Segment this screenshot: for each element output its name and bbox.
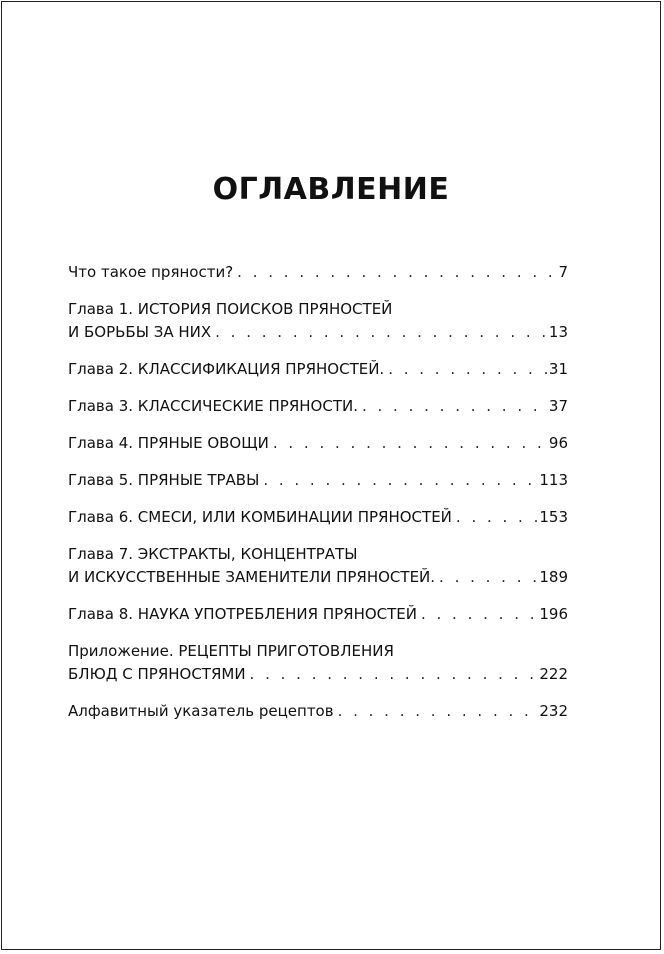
dot-leader	[250, 663, 538, 686]
toc-entry-text: Глава 6. СМЕСИ, ИЛИ КОМБИНАЦИИ ПРЯНОСТЕЙ	[68, 508, 452, 526]
dot-leader	[388, 358, 547, 381]
toc-page-number: 13	[548, 323, 568, 341]
toc-page-number: 189	[539, 568, 568, 586]
toc-page-number: 153	[539, 508, 568, 526]
toc-page-number: 7	[558, 263, 568, 281]
dot-leader	[421, 603, 537, 626]
toc-entry	[68, 603, 568, 626]
toc-entry-text: Глава 2. КЛАССИФИКАЦИЯ ПРЯНОСТЕЙ.	[68, 360, 385, 378]
dot-leader	[215, 321, 547, 344]
toc-entry-text: И ИСКУССТВЕННЫЕ ЗАМЕНИТЕЛИ ПРЯНОСТЕЙ.	[68, 568, 436, 586]
toc-entry	[68, 506, 568, 529]
dot-leader	[338, 700, 538, 723]
dot-leader	[456, 506, 537, 529]
table-of-contents	[68, 261, 568, 737]
toc-entry-text: Что такое пряности?	[68, 263, 234, 281]
toc-entry	[68, 640, 568, 686]
toc-entry	[68, 395, 568, 418]
toc-page-number: 96	[548, 434, 568, 452]
toc-entry-text: Глава 8. НАУКА УПОТРЕБЛЕНИЯ ПРЯНОСТЕЙ	[68, 605, 417, 623]
toc-entry-text: Алфавитный указатель рецептов	[68, 702, 334, 720]
page-title: ОГЛАВЛЕНИЕ	[212, 172, 450, 207]
toc-page-number: 113	[539, 471, 568, 489]
toc-entry-first-line: Глава 7. ЭКСТРАКТЫ, КОНЦЕНТРАТЫ	[68, 545, 358, 563]
toc-entry	[68, 432, 568, 455]
toc-page-number: 232	[539, 702, 568, 720]
toc-entry	[68, 261, 568, 284]
toc-entry-text: Глава 5. ПРЯНЫЕ ТРАВЫ	[68, 471, 260, 489]
toc-entry	[68, 543, 568, 589]
dot-leader	[362, 395, 547, 418]
dot-leader	[439, 566, 537, 589]
dot-leader	[273, 432, 547, 455]
toc-entry	[68, 469, 568, 492]
toc-entry-text: Глава 4. ПРЯНЫЕ ОВОЩИ	[68, 434, 269, 452]
toc-entry-text: БЛЮД С ПРЯНОСТЯМИ	[68, 665, 246, 683]
toc-entry-first-line: Глава 1. ИСТОРИЯ ПОИСКОВ ПРЯНОСТЕЙ	[68, 300, 393, 318]
toc-entry	[68, 298, 568, 344]
toc-page-number: 222	[539, 665, 568, 683]
toc-page-number: 31	[548, 360, 568, 378]
toc-entry	[68, 358, 568, 381]
toc-entry-text: Глава 3. КЛАССИЧЕСКИЕ ПРЯНОСТИ.	[68, 397, 358, 415]
toc-page-number: 196	[539, 605, 568, 623]
toc-entry-first-line: Приложение. РЕЦЕПТЫ ПРИГОТОВЛЕНИЯ	[68, 642, 394, 660]
dot-leader	[237, 261, 556, 284]
toc-page-number: 37	[548, 397, 568, 415]
book-page	[1, 1, 661, 950]
toc-entry	[68, 700, 568, 723]
toc-entry-text: И БОРЬБЫ ЗА НИХ	[68, 323, 212, 341]
dot-leader	[263, 469, 537, 492]
